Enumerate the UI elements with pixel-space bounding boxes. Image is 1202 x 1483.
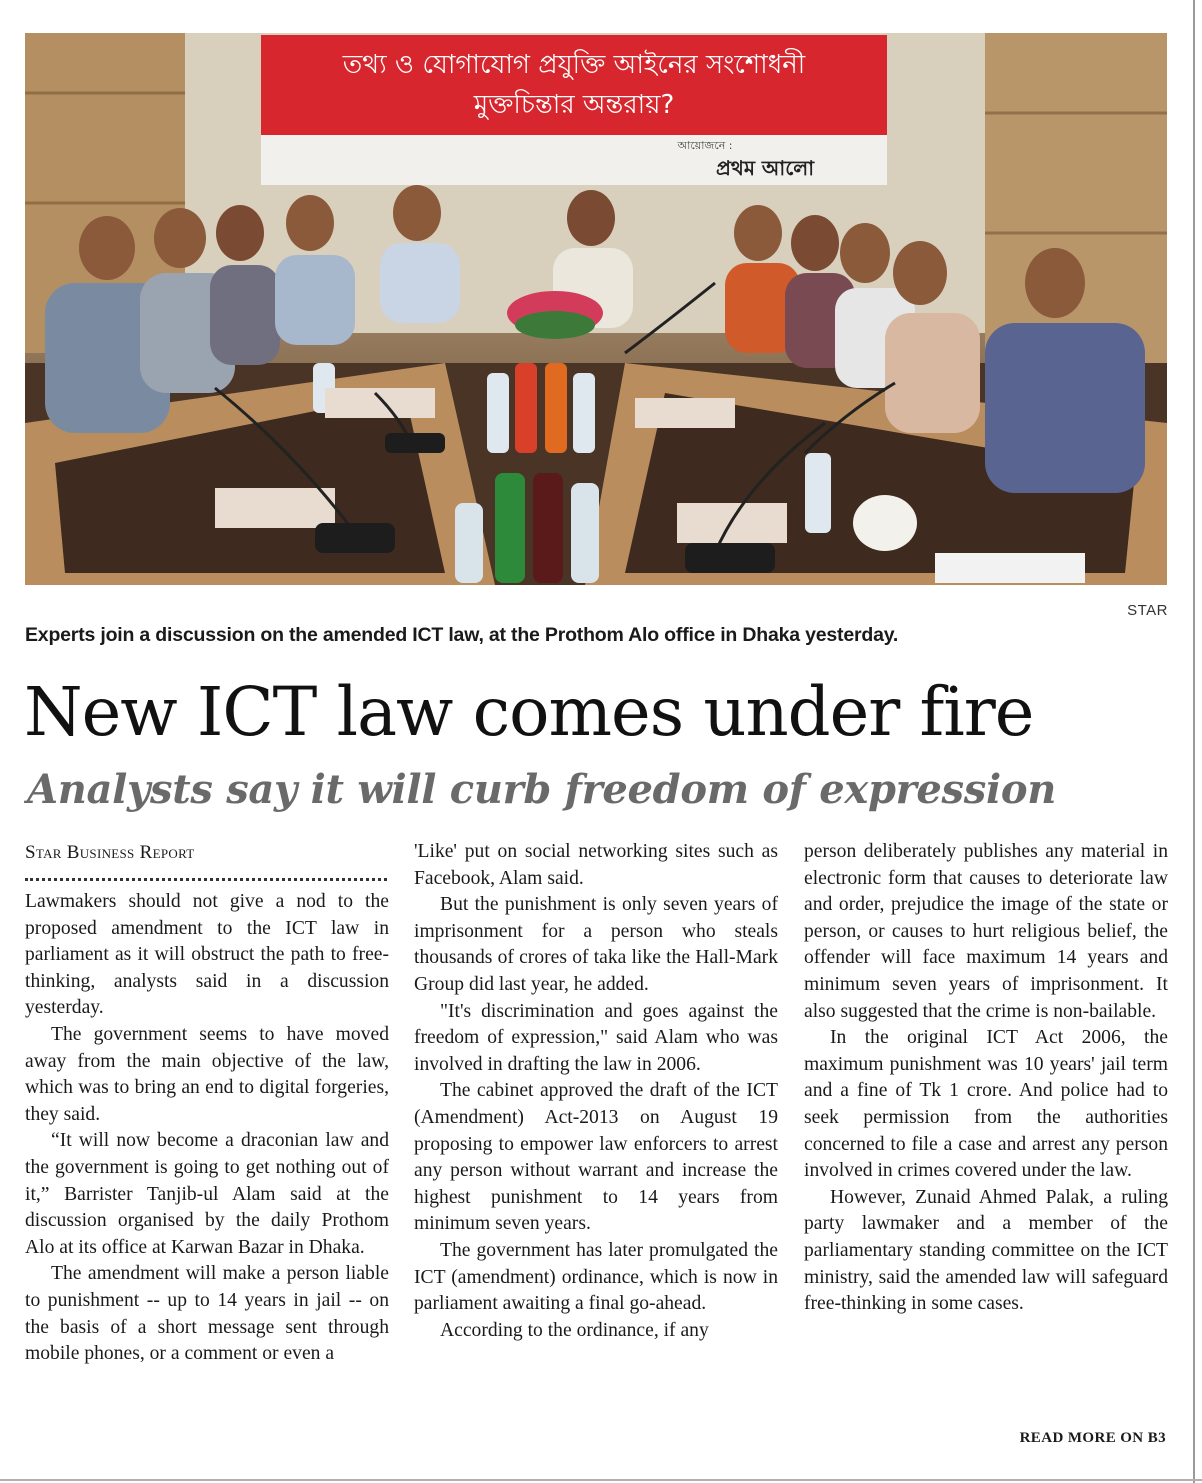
paragraph: The amendment will make a person liable to punishment -- up to 14 years in jail -- on the basis of a short message sent through mobile phones, or a comment or even a	[25, 1263, 389, 1365]
paragraph: “It will now become a draconian law and the government is going to get nothing out of it,” Barrister Tanjib-ul Alam said at the discussion organised by the daily Prothom Alo at its office at Karwan Bazar in Dhaka.	[25, 1130, 389, 1258]
banner-line1: তথ্য ও যোগাযোগ প্রযুক্তি আইনের সংশোধনী	[342, 50, 806, 80]
page-bottom-rule	[0, 1479, 1202, 1481]
article-column-3	[804, 839, 1168, 1318]
banner-organizer: আয়োজনে :	[677, 139, 733, 152]
paragraph: Lawmakers should not give a nod to the proposed amendment to the ICT law in parliament as it will obstruct the path to free-thinking, analysts said in a discussion yesterday.	[25, 891, 389, 1019]
paragraph: However, Zunaid Ahmed Palak, a ruling party lawmaker and a member of the parliamentary standing committee on the ICT ministry, said the amended law will safeguard free-thinking in some cases.	[804, 1186, 1168, 1315]
photo-illustration	[25, 33, 1167, 585]
wall-panel-right	[985, 33, 1167, 363]
photo-caption: Experts join a discussion on the amended ICT law, at the Prothom Alo office in Dhaka yesterday.	[25, 624, 899, 646]
tissue-box	[325, 388, 435, 418]
tea-cup	[853, 495, 917, 551]
paragraph: In the original ICT Act 2006, the maximum punishment was 10 years' jail term and a fine of Tk 1 crore. And police had to seek permission from the authorities concerned to file a case and arrest any person involved in crimes covered under the law.	[804, 1027, 1168, 1182]
paragraph: According to the ordinance, if any	[440, 1319, 709, 1341]
paragraph: The government seems to have moved away from the main objective of the law, which was to bring an end to digital forgeries, they said.	[25, 1023, 389, 1125]
paragraph: "It's discrimination and goes against the freedom of expression," said Alam who was involved in drafting the law in 2006.	[414, 1000, 778, 1075]
byline-divider	[25, 866, 387, 881]
mic-base	[315, 523, 395, 553]
article-column-1	[25, 839, 389, 1368]
banner-line2: মুক্তচিন্তার অন্তরায়?	[473, 90, 675, 120]
papers	[935, 553, 1085, 583]
tissue-box	[635, 398, 735, 428]
read-more-link[interactable]: READ MORE ON B3	[1019, 1430, 1166, 1446]
paragraph: But the punishment is only seven years of imprisonment for a person who steals thousands of crores of taka like the Hall-Mark Group did last year, he added.	[414, 894, 778, 995]
page-right-rule	[1193, 0, 1195, 1483]
article-column-2	[414, 839, 778, 1344]
paragraph: The government has later promulgated the ICT (amendment) ordinance, which is now in parliament awaiting a final go-ahead.	[414, 1239, 778, 1315]
mic-base	[685, 543, 775, 573]
prothom-alo-logo: প্রথম আলো	[715, 156, 815, 180]
tissue-box	[215, 488, 335, 528]
subheadline: Analysts say it will curb freedom of expression	[27, 766, 1057, 813]
paragraph: person deliberately publishes any material in electronic form that causes to deteriorate law and order, prejudice the image of the state or person, or causes to hurt religious belief, the offender will face maximum 14 years and minimum seven years of imprisonment. It also suggested that the crime is non-bailable.	[804, 841, 1168, 1022]
mic-base	[385, 433, 445, 453]
headline: New ICT law comes under fire	[24, 673, 1034, 751]
paragraph: 'Like' put on social networking sites such as Facebook, Alam said.	[414, 841, 778, 889]
photo-credit: STAR	[1127, 602, 1168, 619]
news-photo	[25, 33, 1167, 585]
byline: Star Business Report	[25, 842, 195, 863]
paragraph: The cabinet approved the draft of the ICT (Amendment) Act-2013 on August 19 proposing to empower law enforcers to arrest any person without warrant and increase the highest punishment to 14 years from minimum seven years.	[414, 1080, 778, 1235]
